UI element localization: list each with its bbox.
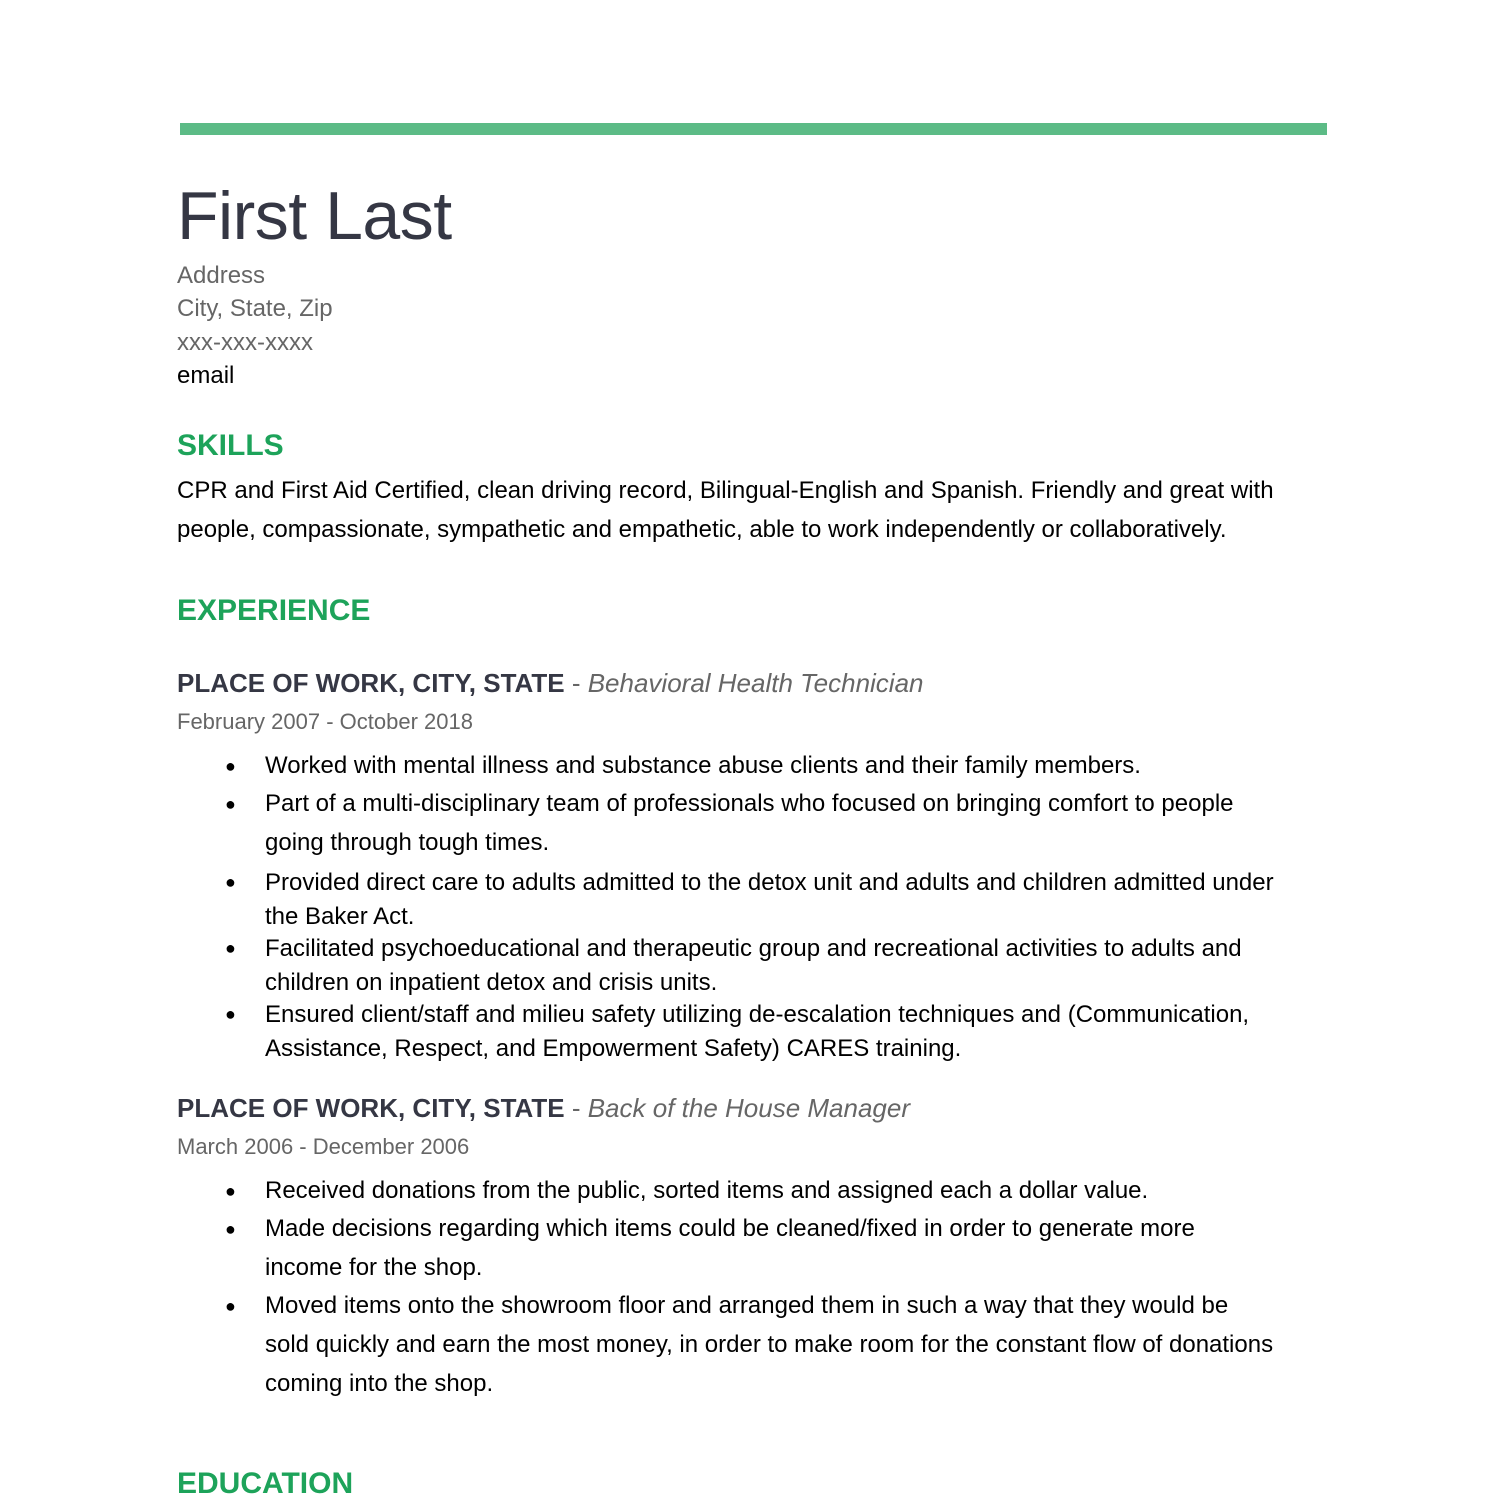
contact-phone: xxx-xxx-xxxx bbox=[177, 328, 313, 356]
contact-address: Address bbox=[177, 262, 266, 289]
candidate-name: First Last bbox=[177, 178, 452, 254]
job-bullet bbox=[225, 747, 1275, 786]
job-dates: March 2006 - December 2006 bbox=[177, 1134, 470, 1159]
job-separator: - bbox=[564, 1093, 588, 1123]
bullet-dot-icon: ● bbox=[225, 1296, 236, 1316]
skills-text: CPR and First Aid Certified, clean driving record, Bilingual-English and Spanish. Friendly and great with people, compassionate, sympathetic and empathetic, able to work independently or collaboratively. bbox=[177, 477, 1274, 543]
job-bullet-text: Part of a multi-disciplinary team of professionals who focused on bringing comfort to people going through tough times. bbox=[265, 790, 1234, 856]
bullet-dot-icon: ● bbox=[225, 872, 236, 892]
job-bullet-text: Provided direct care to adults admitted to the detox unit and adults and children admitted under the Baker Act. bbox=[265, 869, 1274, 930]
job-bullet-text: Facilitated psychoeducational and therapeutic group and recreational activities to adults and children on inpatient detox and crisis units. bbox=[265, 935, 1242, 996]
job-role: Behavioral Health Technician bbox=[587, 668, 924, 698]
job-role: Back of the House Manager bbox=[587, 1093, 910, 1123]
job-bullet-text: Moved items onto the showroom floor and arranged them in such a way that they would be sold quickly and earn the most money, in order to make room for the constant flow of donations coming into the shop. bbox=[265, 1292, 1274, 1397]
bullet-dot-icon: ● bbox=[225, 1181, 236, 1201]
job-bullet bbox=[225, 1172, 1275, 1211]
job-place: PLACE OF WORK, CITY, STATE bbox=[177, 1093, 565, 1123]
job-bullet bbox=[225, 866, 1275, 933]
skills-heading: SKILLS bbox=[177, 429, 284, 462]
job-bullet bbox=[225, 785, 1275, 863]
experience-heading: EXPERIENCE bbox=[177, 594, 371, 627]
education-heading: EDUCATION bbox=[177, 1467, 354, 1500]
job-bullet-text: Received donations from the public, sorted items and assigned each a dollar value. bbox=[265, 1177, 1149, 1204]
experience-job-1 bbox=[177, 667, 1327, 1062]
job-bullet bbox=[225, 1210, 1275, 1288]
bullet-dot-icon: ● bbox=[225, 1219, 236, 1239]
job-bullet-text: Worked with mental illness and substance abuse clients and their family members. bbox=[265, 752, 1141, 779]
job-bullet bbox=[225, 998, 1275, 1065]
job-header bbox=[177, 1092, 1327, 1124]
bullet-dot-icon: ● bbox=[225, 938, 236, 958]
job-bullet-text: Made decisions regarding which items could be cleaned/fixed in order to generate more income for the shop. bbox=[265, 1215, 1195, 1281]
job-place: PLACE OF WORK, CITY, STATE bbox=[177, 668, 565, 698]
job-bullet-text: Ensured client/staff and milieu safety utilizing de-escalation techniques and (Communication, Assistance, Respect, and Empowerment Safety) CARES training. bbox=[265, 1001, 1250, 1062]
job-separator: - bbox=[564, 668, 588, 698]
bullet-dot-icon: ● bbox=[225, 1004, 236, 1024]
contact-block bbox=[177, 259, 333, 392]
bullet-dot-icon: ● bbox=[225, 756, 236, 776]
job-dates: February 2007 - October 2018 bbox=[177, 709, 473, 734]
contact-city-state-zip: City, State, Zip bbox=[177, 295, 333, 323]
contact-email: email bbox=[177, 361, 235, 389]
bullet-dot-icon: ● bbox=[225, 794, 236, 814]
job-bullet bbox=[225, 932, 1275, 999]
experience-job-2 bbox=[177, 1092, 1327, 1397]
top-accent-rule bbox=[180, 123, 1327, 135]
job-bullet bbox=[225, 1287, 1275, 1403]
job-header bbox=[177, 667, 1327, 699]
